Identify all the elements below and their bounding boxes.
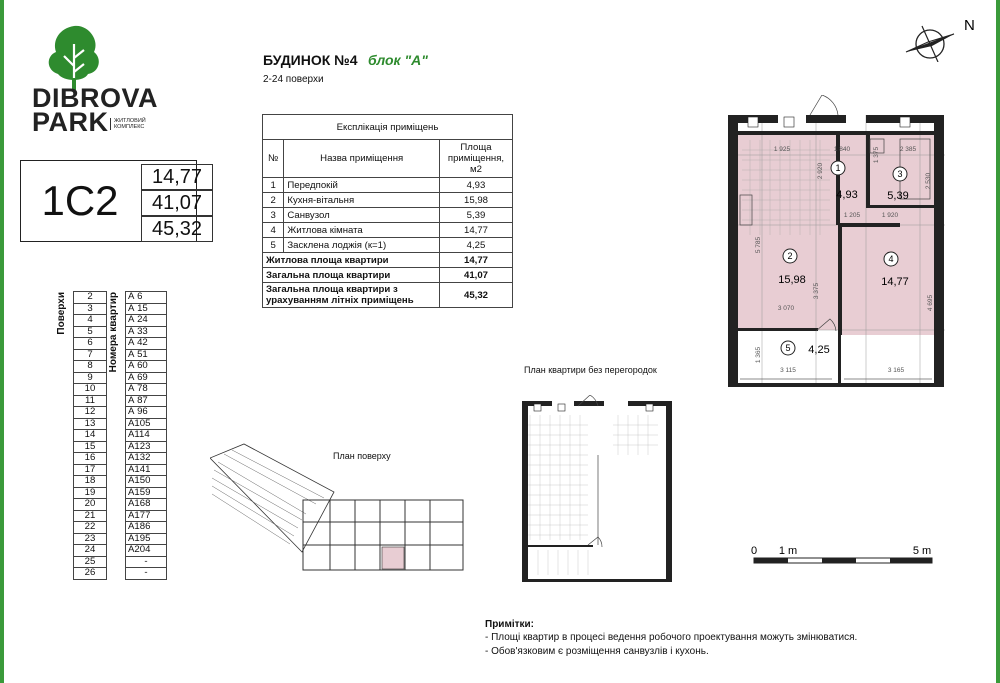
apartment-number: А 51 — [126, 349, 167, 361]
floor-plan-label: План поверху — [333, 451, 391, 461]
spacer-cell — [55, 533, 74, 545]
spacer-cell — [55, 430, 74, 442]
spacer-cell — [55, 453, 74, 465]
table-row — [55, 453, 167, 465]
spacer-cell — [55, 464, 74, 476]
apartment-number: А 42 — [126, 338, 167, 350]
apartment-number: А 87 — [126, 395, 167, 407]
floor-number: 9 — [74, 372, 107, 384]
spacer-cell — [55, 441, 74, 453]
row-name: Кухня-вітальня — [284, 193, 440, 208]
table-row — [263, 193, 513, 208]
row-name: Передпокій — [284, 178, 440, 193]
apartment-number: А132 — [126, 453, 167, 465]
col-name-header: Назва приміщення — [284, 140, 440, 178]
spacer-cell — [107, 453, 126, 465]
table-row — [55, 568, 167, 580]
dim-label: 4 695 — [927, 294, 934, 312]
apartment-number: А150 — [126, 476, 167, 488]
spacer-cell — [55, 556, 74, 568]
spacer-cell — [107, 545, 126, 557]
table-row — [55, 418, 167, 430]
floor-number: 20 — [74, 499, 107, 511]
total-value: 41,07 — [440, 268, 513, 283]
floor-number: 6 — [74, 338, 107, 350]
room-5-area: 4,25 — [808, 344, 830, 356]
apartment-floor-plan — [720, 95, 950, 395]
dim-label: 3 165 — [887, 367, 905, 374]
row-no: 3 — [263, 208, 284, 223]
row-no: 4 — [263, 223, 284, 238]
floor-number: 13 — [74, 418, 107, 430]
apartment-number: А114 — [126, 430, 167, 442]
table-row — [55, 464, 167, 476]
spacer-cell — [107, 499, 126, 511]
floor-number: 4 — [74, 315, 107, 327]
spacer-cell — [107, 533, 126, 545]
apts-header-text: Номера квартир — [108, 291, 119, 372]
explication-table — [262, 114, 513, 308]
apartment-code-box — [20, 160, 203, 242]
floor-number: 17 — [74, 464, 107, 476]
spacer-cell — [55, 499, 74, 511]
room-2-no: 2 — [787, 251, 793, 261]
floor-number: 14 — [74, 430, 107, 442]
table-row — [263, 238, 513, 253]
floor-number: 7 — [74, 349, 107, 361]
right-border — [996, 0, 1000, 683]
dim-label: 1 840 — [833, 146, 851, 153]
floors-header — [55, 292, 74, 361]
floors-range: 2-24 поверхи — [263, 74, 324, 85]
dim-label: 2 530 — [925, 172, 932, 190]
spacer-cell — [55, 372, 74, 384]
north-label: N — [964, 17, 975, 34]
row-no: 1 — [263, 178, 284, 193]
dim-label: 2 385 — [899, 146, 917, 153]
table-row — [55, 487, 167, 499]
apartment-code: 1С2 — [41, 177, 119, 224]
table-row — [263, 223, 513, 238]
spacer-cell — [55, 487, 74, 499]
table-row — [55, 476, 167, 488]
row-area: 4,25 — [440, 238, 513, 253]
table-row — [55, 510, 167, 522]
spacer-cell — [107, 441, 126, 453]
apartment-number: А168 — [126, 499, 167, 511]
table-row — [55, 499, 167, 511]
floor-number: 18 — [74, 476, 107, 488]
spacer-cell — [107, 395, 126, 407]
apartment-number: А 60 — [126, 361, 167, 373]
room-4-no: 4 — [888, 254, 894, 264]
spacer-cell — [55, 510, 74, 522]
total-value: 45,32 — [440, 283, 513, 308]
spacer-cell — [107, 430, 126, 442]
apartment-number: А195 — [126, 533, 167, 545]
no-partitions-plan — [518, 395, 678, 590]
dim-label: 1 205 — [843, 212, 861, 219]
floor-number: 5 — [74, 326, 107, 338]
total-row — [263, 283, 513, 308]
left-border — [0, 0, 4, 683]
spacer-cell — [55, 384, 74, 396]
spacer-cell — [55, 522, 74, 534]
spacer-cell — [107, 418, 126, 430]
apartment-number: А177 — [126, 510, 167, 522]
spacer-cell — [55, 361, 74, 373]
apts-header — [107, 292, 126, 396]
floor-number: 25 — [74, 556, 107, 568]
floors-header-text: Поверхи — [56, 291, 67, 335]
room-3-no: 3 — [897, 169, 903, 179]
col-no-header: № — [263, 140, 284, 178]
floor-number: 3 — [74, 303, 107, 315]
explication-title: Експлікація приміщень — [263, 115, 513, 140]
block-title: блок "А" — [368, 52, 428, 68]
room-3-area: 5,39 — [887, 190, 909, 202]
apartment-number: - — [126, 556, 167, 568]
row-name: Житлова кімната — [284, 223, 440, 238]
apartment-number: А123 — [126, 441, 167, 453]
row-area: 15,98 — [440, 193, 513, 208]
total-area-summer-value: 45,32 — [141, 216, 213, 242]
floor-number: 24 — [74, 545, 107, 557]
row-no: 5 — [263, 238, 284, 253]
dim-label: 3 070 — [777, 305, 795, 312]
floor-number: 23 — [74, 533, 107, 545]
floor-number: 11 — [74, 395, 107, 407]
notes — [485, 619, 857, 657]
total-value: 14,77 — [440, 253, 513, 268]
living-area-value: 14,77 — [141, 164, 213, 190]
apartment-number: А141 — [126, 464, 167, 476]
spacer-cell — [55, 395, 74, 407]
spacer-cell — [55, 407, 74, 419]
dim-label: 1 375 — [873, 146, 880, 164]
row-area: 5,39 — [440, 208, 513, 223]
apartment-number: - — [126, 568, 167, 580]
spacer-cell — [107, 510, 126, 522]
room-2-area: 15,98 — [778, 274, 806, 286]
floor-number: 19 — [74, 487, 107, 499]
table-row — [55, 430, 167, 442]
spacer-cell — [55, 568, 74, 580]
dim-label: 3 115 — [780, 367, 796, 374]
table-row — [55, 545, 167, 557]
floor-number: 2 — [74, 292, 107, 304]
dibrova-park-logo — [30, 22, 170, 142]
total-row — [263, 253, 513, 268]
apartment-number: А 78 — [126, 384, 167, 396]
spacer-cell — [107, 568, 126, 580]
spacer-cell — [107, 522, 126, 534]
spacer-cell — [107, 407, 126, 419]
room-5-no: 5 — [785, 343, 791, 353]
table-row — [55, 395, 167, 407]
floors-table — [55, 291, 167, 580]
dim-label: 1 365 — [755, 346, 762, 364]
logo-subtitle-line2: КОМПЛЕКС — [114, 124, 145, 130]
apartment-number: А159 — [126, 487, 167, 499]
note-item: - Обов'язковим є розміщення санвузлів і кухонь. — [485, 646, 709, 657]
apartment-number: А 15 — [126, 303, 167, 315]
spacer-cell — [55, 476, 74, 488]
row-name: Засклена лоджія (к=1) — [284, 238, 440, 253]
table-row — [55, 407, 167, 419]
total-area-value: 41,07 — [141, 190, 213, 216]
table-row — [55, 522, 167, 534]
room-1-no: 1 — [835, 163, 841, 173]
apartment-number: А 6 — [126, 292, 167, 304]
logo-subtitle — [110, 118, 146, 130]
table-row — [263, 178, 513, 193]
apartment-number: А105 — [126, 418, 167, 430]
apartment-number: А186 — [126, 522, 167, 534]
logo-word-park: PARK — [32, 107, 109, 137]
logo-subtitle-line1: ЖИТЛОВИЙ — [114, 118, 146, 124]
spacer-cell — [107, 487, 126, 499]
row-name: Санвузол — [284, 208, 440, 223]
col-area-header: Площа приміщення, м2 — [440, 140, 513, 178]
logo-word-dibrova: DIBROVA — [32, 83, 159, 113]
floor-number: 21 — [74, 510, 107, 522]
scale-label-0: 0 — [750, 545, 758, 557]
compass-icon — [898, 12, 988, 62]
floor-number: 22 — [74, 522, 107, 534]
table-row — [55, 292, 167, 304]
table-row — [55, 556, 167, 568]
spacer-cell — [55, 545, 74, 557]
row-area: 14,77 — [440, 223, 513, 238]
oak-tree-icon — [30, 22, 170, 92]
floor-number: 8 — [74, 361, 107, 373]
no-partitions-plan-label: План квартири без перегородок — [524, 365, 657, 375]
apartment-number: А 69 — [126, 372, 167, 384]
spacer-cell — [55, 418, 74, 430]
apartment-number: А 96 — [126, 407, 167, 419]
scale-label-5m: 5 m — [912, 545, 932, 557]
floor-number: 12 — [74, 407, 107, 419]
building-title: БУДИНОК №4 — [263, 52, 358, 68]
dim-label: 2 920 — [817, 162, 824, 180]
table-row — [55, 441, 167, 453]
row-area: 4,93 — [440, 178, 513, 193]
table-row — [55, 533, 167, 545]
spacer-cell — [107, 464, 126, 476]
dim-label: 5 785 — [755, 236, 762, 254]
row-no: 2 — [263, 193, 284, 208]
room-4-area: 14,77 — [881, 276, 909, 288]
floor-number: 15 — [74, 441, 107, 453]
apartment-number: А 24 — [126, 315, 167, 327]
room-1-area: 4,93 — [836, 189, 858, 201]
total-label: Загальна площа квартири — [263, 268, 440, 283]
scale-label-1m: 1 m — [778, 545, 798, 557]
total-row — [263, 268, 513, 283]
dim-label: 1 925 — [773, 146, 791, 153]
floor-number: 16 — [74, 453, 107, 465]
floor-number: 26 — [74, 568, 107, 580]
notes-title: Примітки: — [485, 619, 534, 630]
dim-label: 3 375 — [813, 282, 820, 300]
total-label: Житлова площа квартири — [263, 253, 440, 268]
total-label: Загальна площа квартири з урахуванням літніх приміщень — [263, 283, 440, 308]
dim-label: 1 920 — [881, 212, 899, 219]
scale-bar — [746, 540, 946, 570]
spacer-cell — [107, 556, 126, 568]
note-item: - Площі квартир в процесі ведення робочого проектування можуть змінюватися. — [485, 632, 858, 643]
table-row — [263, 208, 513, 223]
floor-key-plan — [210, 440, 475, 575]
apartment-number: А204 — [126, 545, 167, 557]
apartment-number: А 33 — [126, 326, 167, 338]
spacer-cell — [107, 476, 126, 488]
floor-number: 10 — [74, 384, 107, 396]
